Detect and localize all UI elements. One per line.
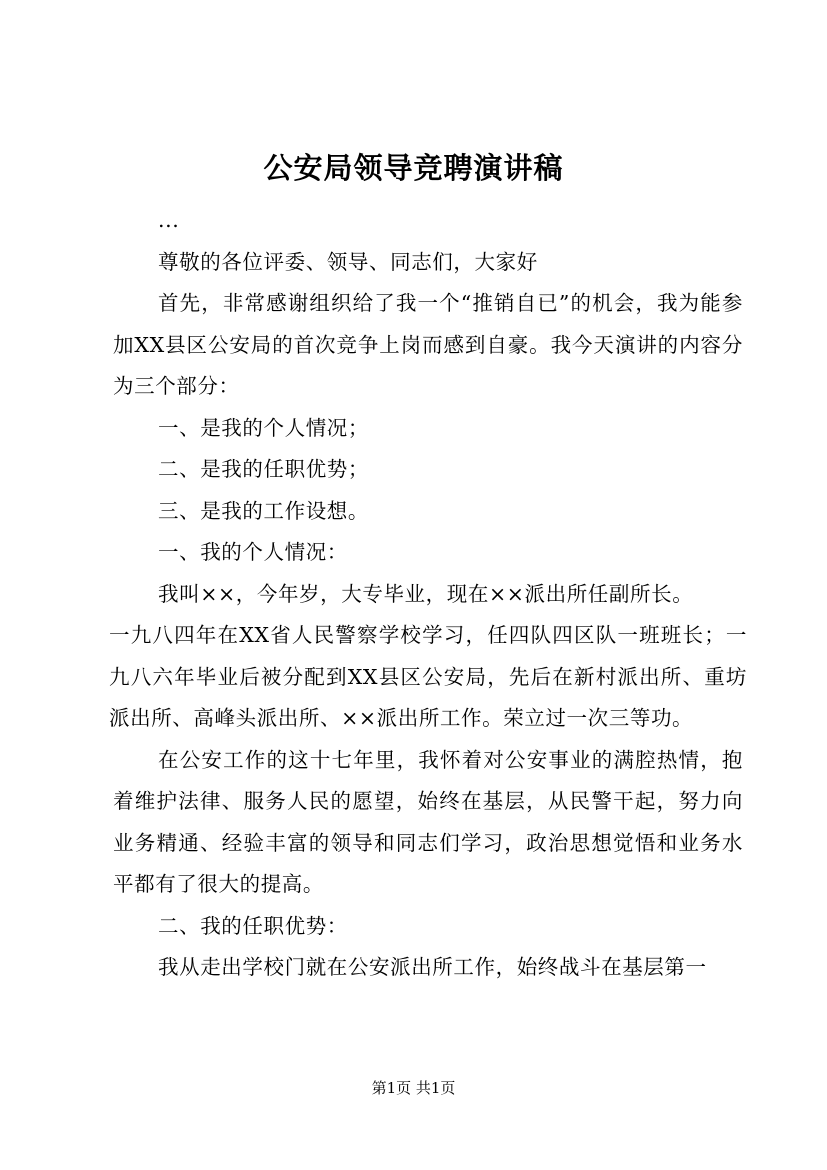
document-title: 公安局领导竞聘演讲稿 [263,151,564,185]
section-heading-advantages: 二、我的任职优势： [158,913,348,938]
outline-item-2: 二、是我的任职优势； [158,457,369,481]
paragraph-opening: 首先，非常感谢组织给了我一个“推销自已”的机会，我为能参加XX县区公安局的首次竞争上岗而感到自豪。我今天演讲的内容分为三个部分： [113,291,743,398]
paragraph-career-history: 一九八四年在XX省人民警察学校学习，任四队四区队一班班长；一九八六年毕业后被分配到XX县区公安局，先后在新村派出所、重坊派出所、高峰头派出所、××派出所工作。荣立过一次三等功。 [109,623,747,730]
paragraph-advantages: 我从走出学校门就在公安派出所工作，始终战斗在基层第一 [158,955,707,979]
paragraph-experience: 在公安工作的这十七年里，我怀着对公安事业的满腔热情，抱着维护法律、服务人民的愿望，始终在基层，从民警干起，努力向业务精通、经验丰富的领导和同志们学习，政治思想觉悟和业务水平都有了很大的提高。 [113,747,743,896]
section-heading-personal: 一、我的个人情况： [158,540,348,564]
paragraph-introduction: 我叫××，今年岁，大专毕业，现在××派出所任副所长。 [158,581,694,606]
document-body [109,200,747,989]
outline-item-3: 三、是我的工作设想。 [158,498,369,523]
page-footer: 第1页 共1页 [371,1079,456,1097]
outline-item-1: 一、是我的个人情况； [158,415,369,440]
salutation: 尊敬的各位评委、领导、同志们，大家好 [158,249,538,274]
ellipsis-line: ... [158,208,180,232]
